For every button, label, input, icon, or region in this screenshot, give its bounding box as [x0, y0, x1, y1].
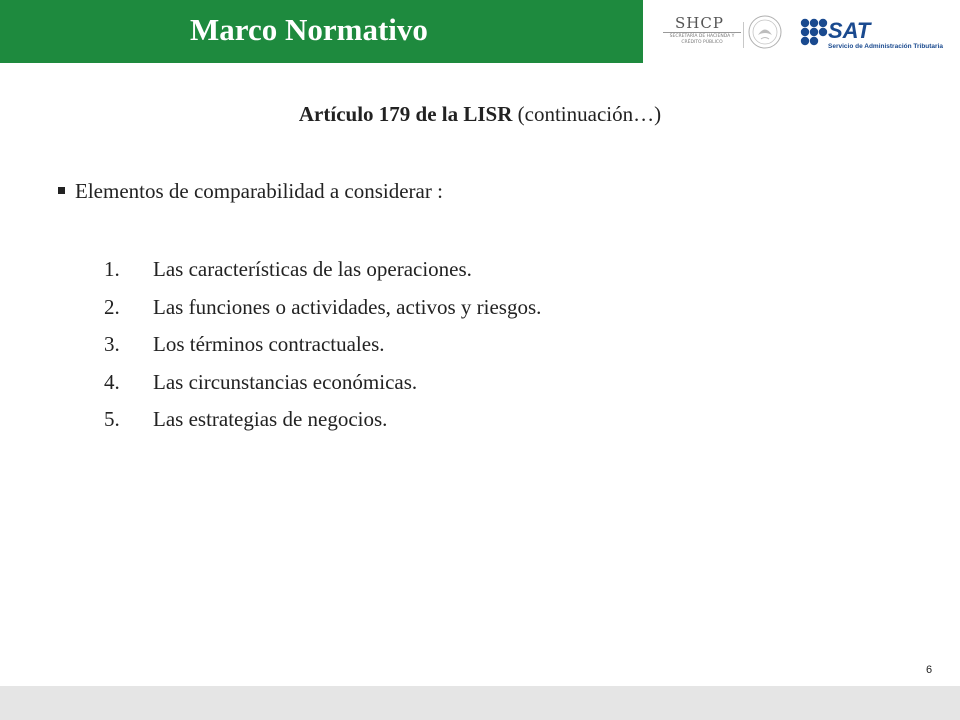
numbered-list — [104, 257, 541, 445]
square-bullet-icon — [58, 187, 65, 194]
bullet-point — [58, 179, 443, 204]
list-item — [104, 257, 541, 295]
logo-divider — [743, 22, 744, 48]
national-seal-icon — [747, 14, 783, 50]
list-item — [104, 332, 541, 370]
sat-logo-text: SAT — [828, 18, 871, 43]
list-item-text: Las funciones o actividades, activos y riesgos. — [153, 294, 542, 319]
list-item-text: Los términos contractuales. — [153, 332, 385, 356]
list-item-text: Las estrategias de negocios. — [153, 407, 388, 431]
list-item — [104, 370, 541, 408]
subtitle-article: Artículo 179 de la LISR — [298, 102, 513, 126]
list-item-text: Las características de las operaciones. — [153, 257, 472, 281]
list-item-number: 5. — [104, 407, 120, 431]
shcp-logo-rule — [663, 32, 741, 33]
logos-area — [643, 0, 960, 63]
sat-logo-subtext: Servicio de Administración Tributaria — [828, 43, 943, 50]
footer-bar — [0, 686, 960, 720]
slide-title: Marco Normativo — [190, 12, 428, 47]
list-item-text: Las circunstancias económicas. — [153, 369, 418, 394]
list-item-number: 1. — [104, 257, 120, 281]
section-subtitle — [0, 102, 960, 127]
page-number: 6 — [926, 664, 933, 676]
list-item — [104, 407, 541, 445]
list-item-number: 2. — [104, 294, 120, 319]
list-item-number: 3. — [104, 332, 120, 356]
shcp-logo-subtext: SECRETARÍA DE HACIENDA Y CRÉDITO PÚBLICO — [669, 34, 735, 45]
header-bar — [0, 0, 643, 63]
subtitle-continuation: (continuación…) — [512, 102, 662, 126]
list-item — [104, 295, 541, 333]
bullet-text: Elementos de comparabilidad a considerar : — [75, 179, 443, 203]
list-item-number: 4. — [104, 369, 120, 394]
shcp-logo-text: SHCP — [675, 14, 724, 32]
